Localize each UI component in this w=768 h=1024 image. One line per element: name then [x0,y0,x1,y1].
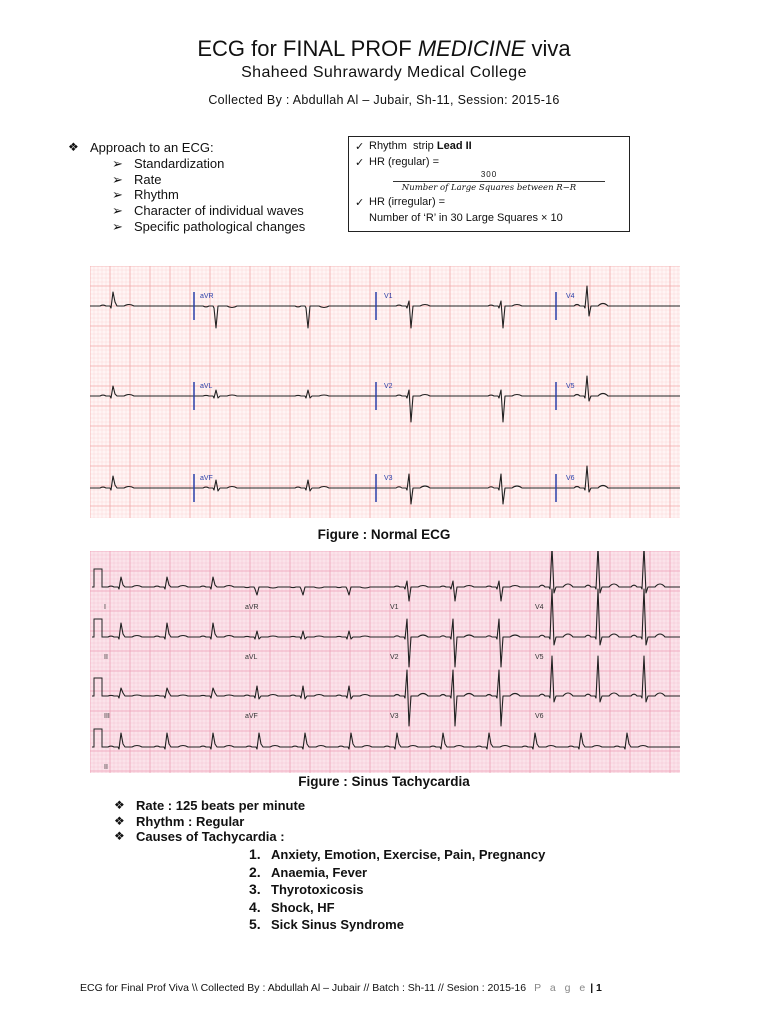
lead-label: aVR [245,604,259,611]
list-item: ➢ Rate [112,171,162,187]
tachycardia-ecg-image [90,551,680,773]
lead-label: II [104,764,108,771]
list-item: ➢ Rhythm [112,187,179,203]
lead-label: V4 [566,293,575,300]
tachy-ecg-grid-background [90,551,680,773]
page-title: ECG for FINAL PROF MEDICINE viva [197,36,571,61]
list-item: 3. Thyrotoxicosis [249,881,364,897]
lead-label: V5 [566,383,575,390]
hr-irregular-row: ✓ HR (irregular) = [355,196,446,209]
list-item: 4. Shock, HF [249,898,335,915]
list-item: 1. Anxiety, Emotion, Exercise, Pain, Pregnancy [249,846,546,862]
fraction-line [393,181,605,182]
lead-label: aVF [200,475,213,482]
college-name: Shaheed Suhrawardy Medical College [241,64,527,81]
lead-label: II [104,654,108,661]
check-icon: ✓ [355,157,365,169]
diamond-bullet-icon: ❖ [68,140,79,154]
hr-regular-row: ✓ HR (regular) = [355,156,439,169]
lead-label: V4 [535,604,544,611]
page-footer [80,982,602,994]
heart-rate-box [348,136,630,232]
page-label: P a g e [534,982,589,994]
causes-list [249,846,545,934]
figure-caption-tachycardia: Figure : Sinus Tachycardia [298,774,470,789]
lead-label: aVL [245,654,258,661]
arrow-bullet-icon: ➢ [112,218,123,234]
rhythm-strip-row: ✓ Rhythm strip Lead II [355,140,472,153]
lead-label: V2 [390,654,399,661]
lead-label: V2 [384,383,393,390]
lead-label: I [104,604,106,611]
approach-heading: ❖ Approach to an ECG: [68,140,214,155]
list-item: ➢ Character of individual waves [112,203,304,219]
irregular-formula: Number of ‘R’ in 30 Large Squares × 10 [369,212,563,224]
lead-label: aVL [200,383,213,390]
arrow-bullet-icon: ➢ [112,155,123,171]
arrow-bullet-icon: ➢ [112,187,123,203]
findings-list [114,798,305,845]
diamond-bullet-icon: ❖ [114,813,125,828]
arrow-bullet-icon: ➢ [112,203,123,219]
formula-denominator: Number of Large Squares between R−R [401,183,577,193]
diamond-bullet-icon: ❖ [114,829,125,843]
footer-text: ECG for Final Prof Viva \\ Collected By : Abdullah Al – Jubair // Batch : Sh-11 // Sesion : 2015-16 [80,982,527,994]
page-number: | 1 [590,982,602,994]
figure-caption-normal: Figure : Normal ECG [317,527,451,542]
check-icon: ✓ [355,197,365,209]
collected-by: Collected By : Abdullah Al – Jubair, Sh-11, Session: 2015-16 [208,93,560,107]
formula-numerator: 300 [480,170,498,179]
normal-ecg-image [90,266,680,518]
lead-label: V6 [535,713,544,720]
approach-list [68,140,305,235]
lead-label: V5 [535,654,544,661]
list-item: ➢ Standardization [112,155,225,171]
arrow-bullet-icon: ➢ [112,171,123,187]
lead-label: aVF [245,713,258,720]
list-item: ❖ Rate : 125 beats per minute [114,798,306,813]
lead-label: V3 [390,713,399,720]
lead-label: V1 [390,604,399,611]
list-item: ➢ Specific pathological changes [112,218,306,234]
lead-label: V1 [384,293,393,300]
check-icon: ✓ [355,141,365,153]
list-item: 5. Sick Sinus Syndrome [249,916,404,932]
lead-label: aVR [200,293,214,300]
lead-label: III [104,713,110,720]
list-item: ❖ Rhythm : Regular [114,813,245,829]
list-item: ❖ Causes of Tachycardia : [114,829,285,844]
lead-label: V3 [384,475,393,482]
lead-label: V6 [566,475,575,482]
diamond-bullet-icon: ❖ [114,798,125,812]
list-item: 2. Anaemia, Fever [249,863,368,880]
